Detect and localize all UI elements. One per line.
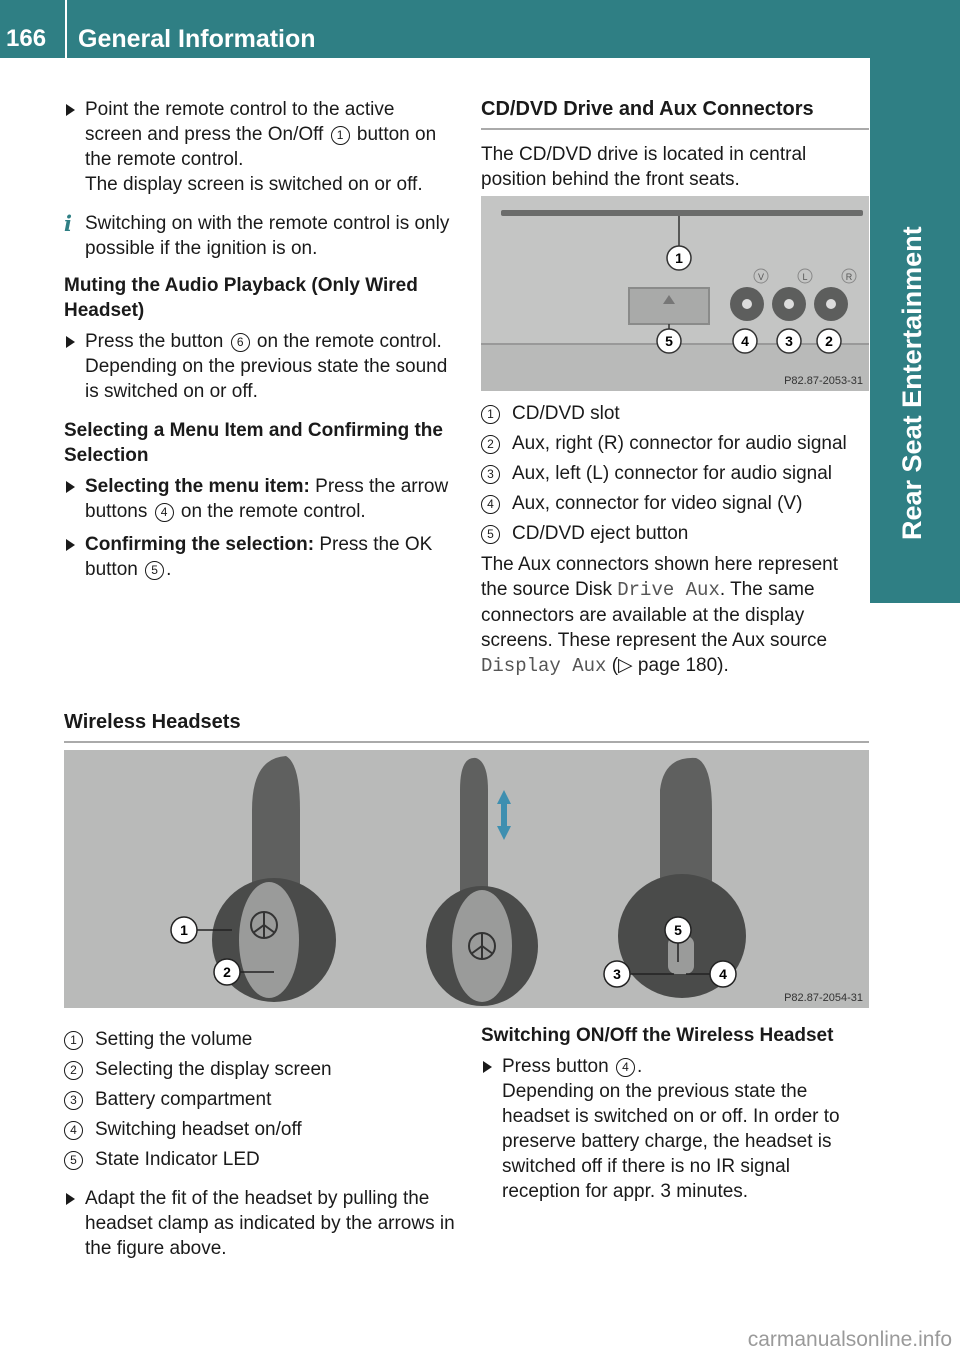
info-text: Switching on with the remote control is only possible if the ignition is on. bbox=[85, 213, 450, 259]
legend-item bbox=[64, 1027, 456, 1052]
legend-item bbox=[64, 1147, 456, 1172]
legend-text: Battery compartment bbox=[95, 1089, 272, 1110]
svg-text:5: 5 bbox=[665, 333, 673, 349]
legend-text: Aux, left (L) connector for audio signal bbox=[512, 463, 833, 484]
svg-text:1: 1 bbox=[180, 922, 188, 938]
headsets-right bbox=[481, 1023, 869, 1212]
legend-item bbox=[481, 431, 869, 456]
page-ref-arrow-icon: ▷ bbox=[618, 655, 633, 676]
step-select bbox=[64, 474, 456, 524]
svg-text:1: 1 bbox=[675, 250, 683, 266]
port-label-l: L bbox=[802, 272, 808, 282]
step-power bbox=[64, 97, 456, 197]
legend-text: Switching headset on/off bbox=[95, 1119, 302, 1140]
page-number: 166 bbox=[6, 25, 47, 52]
info-icon: i bbox=[64, 211, 72, 236]
section-title: General Information bbox=[78, 25, 316, 53]
ref-number: 2 bbox=[64, 1061, 83, 1080]
cd-drive-illustration bbox=[481, 196, 869, 391]
ref-number: 3 bbox=[64, 1091, 83, 1110]
step-mute bbox=[64, 329, 456, 404]
legend-item bbox=[481, 461, 869, 486]
legend-item bbox=[481, 491, 869, 516]
step-result: Depending on the previous state the sound is switched on or off. bbox=[85, 356, 448, 402]
step-text: on the remote control. bbox=[175, 501, 366, 522]
legend-text: State Indicator LED bbox=[95, 1149, 260, 1170]
ref-number: 1 bbox=[481, 405, 500, 424]
headsets-figure bbox=[64, 750, 869, 1008]
ref-number: 4 bbox=[616, 1058, 635, 1077]
svg-text:5: 5 bbox=[674, 922, 682, 938]
cd-intro: The CD/DVD drive is located in central position behind the front seats. bbox=[481, 144, 807, 190]
ref-number: 1 bbox=[64, 1031, 83, 1050]
svg-text:2: 2 bbox=[825, 333, 833, 349]
legend-text: CD/DVD eject button bbox=[512, 523, 689, 544]
para-text: ( bbox=[606, 655, 619, 676]
step-text: Press the OK button bbox=[85, 534, 433, 580]
port-label-r: R bbox=[845, 272, 853, 282]
ref-number: 3 bbox=[481, 465, 500, 484]
legend-item bbox=[481, 401, 869, 426]
side-tab-label: Rear Seat Entertainment bbox=[897, 226, 927, 540]
legend-item bbox=[64, 1057, 456, 1082]
switch-heading: Switching ON/Off the Wireless Headset bbox=[481, 1025, 834, 1046]
cd-drive-figure bbox=[481, 196, 869, 391]
legend-text: Aux, connector for video signal (V) bbox=[512, 493, 803, 514]
step-adapt bbox=[64, 1186, 456, 1261]
step-bold: Confirming the selection: bbox=[85, 534, 315, 555]
ref-number: 5 bbox=[64, 1151, 83, 1170]
step-result: Depending on the previous state the headset is switched on or off. In order to preserve battery charge, the headset is switched off if there is no IR signal reception for appr. 3 minutes. bbox=[502, 1081, 840, 1202]
svg-text:3: 3 bbox=[785, 333, 793, 349]
legend-item bbox=[481, 521, 869, 546]
step-text: Press button bbox=[502, 1056, 614, 1077]
legend-item bbox=[64, 1087, 456, 1112]
svg-text:3: 3 bbox=[613, 966, 621, 982]
step-text: . bbox=[636, 1056, 643, 1077]
step-text: Adapt the fit of the headset by pulling the headset clamp as indicated by the arrows in the figure above. bbox=[85, 1188, 455, 1259]
cd-heading: CD/DVD Drive and Aux Connectors bbox=[481, 97, 869, 130]
ref-number: 5 bbox=[145, 561, 164, 580]
aux-paragraph bbox=[481, 552, 869, 679]
page-reference[interactable]: page 180). bbox=[632, 655, 729, 676]
right-column bbox=[481, 97, 869, 192]
para-text: . The same connectors are available at the display screens. These represent the Aux source bbox=[481, 579, 828, 651]
ref-number: 4 bbox=[155, 503, 174, 522]
svg-text:2: 2 bbox=[223, 964, 231, 980]
headset-legend bbox=[64, 1027, 456, 1172]
step-confirm bbox=[64, 532, 456, 582]
ref-number: 5 bbox=[481, 525, 500, 544]
svg-text:4: 4 bbox=[719, 966, 727, 982]
side-tab-label-wrap bbox=[873, 0, 943, 545]
ref-number: 4 bbox=[64, 1121, 83, 1140]
header-divider bbox=[65, 0, 67, 58]
step-text: . bbox=[166, 559, 172, 580]
disc-slot bbox=[501, 210, 863, 216]
step-text: Point the remote control to the active screen and press the On/Off bbox=[85, 99, 395, 145]
ref-number: 2 bbox=[481, 435, 500, 454]
headsets-left bbox=[64, 1027, 456, 1269]
svg-text:4: 4 bbox=[741, 333, 749, 349]
step-text: button on the remote control. bbox=[85, 124, 437, 170]
step-text: Press the arrow buttons bbox=[85, 476, 449, 522]
right-column-lower bbox=[481, 401, 869, 679]
port-label-v: V bbox=[757, 272, 765, 282]
legend-text: Setting the volume bbox=[95, 1029, 253, 1050]
cd-legend bbox=[481, 401, 869, 546]
step-switch bbox=[481, 1054, 869, 1204]
menu-heading: Selecting a Menu Item and Confirming the Selection bbox=[64, 420, 443, 466]
ref-number: 1 bbox=[331, 126, 350, 145]
mute-heading: Muting the Audio Playback (Only Wired Headset) bbox=[64, 275, 418, 321]
step-text: on the remote control. bbox=[251, 331, 442, 352]
legend-text: CD/DVD slot bbox=[512, 403, 620, 424]
figure-code: P82.87-2054-31 bbox=[784, 992, 863, 1004]
step-bold: Selecting the menu item: bbox=[85, 476, 310, 497]
watermark: carmanualsonline.info bbox=[747, 1328, 952, 1351]
headsets-illustration bbox=[64, 750, 869, 1008]
legend-text: Aux, right (R) connector for audio signal bbox=[512, 433, 847, 454]
info-note bbox=[64, 211, 456, 261]
step-result: The display screen is switched on or off. bbox=[85, 174, 423, 195]
eject-button bbox=[629, 288, 709, 324]
step-text: Press the button bbox=[85, 331, 229, 352]
legend-item bbox=[64, 1117, 456, 1142]
display-text: Drive Aux bbox=[617, 579, 720, 601]
para-text: The Aux connectors shown here represent the source Disk bbox=[481, 554, 838, 600]
page-header bbox=[0, 0, 960, 58]
headsets-section bbox=[64, 710, 869, 743]
headsets-heading: Wireless Headsets bbox=[64, 710, 869, 743]
left-column bbox=[64, 97, 456, 590]
figure-code: P82.87-2053-31 bbox=[784, 375, 863, 387]
ref-number: 4 bbox=[481, 495, 500, 514]
legend-text: Selecting the display screen bbox=[95, 1059, 332, 1080]
ref-number: 6 bbox=[231, 333, 250, 352]
display-text: Display Aux bbox=[481, 655, 607, 677]
